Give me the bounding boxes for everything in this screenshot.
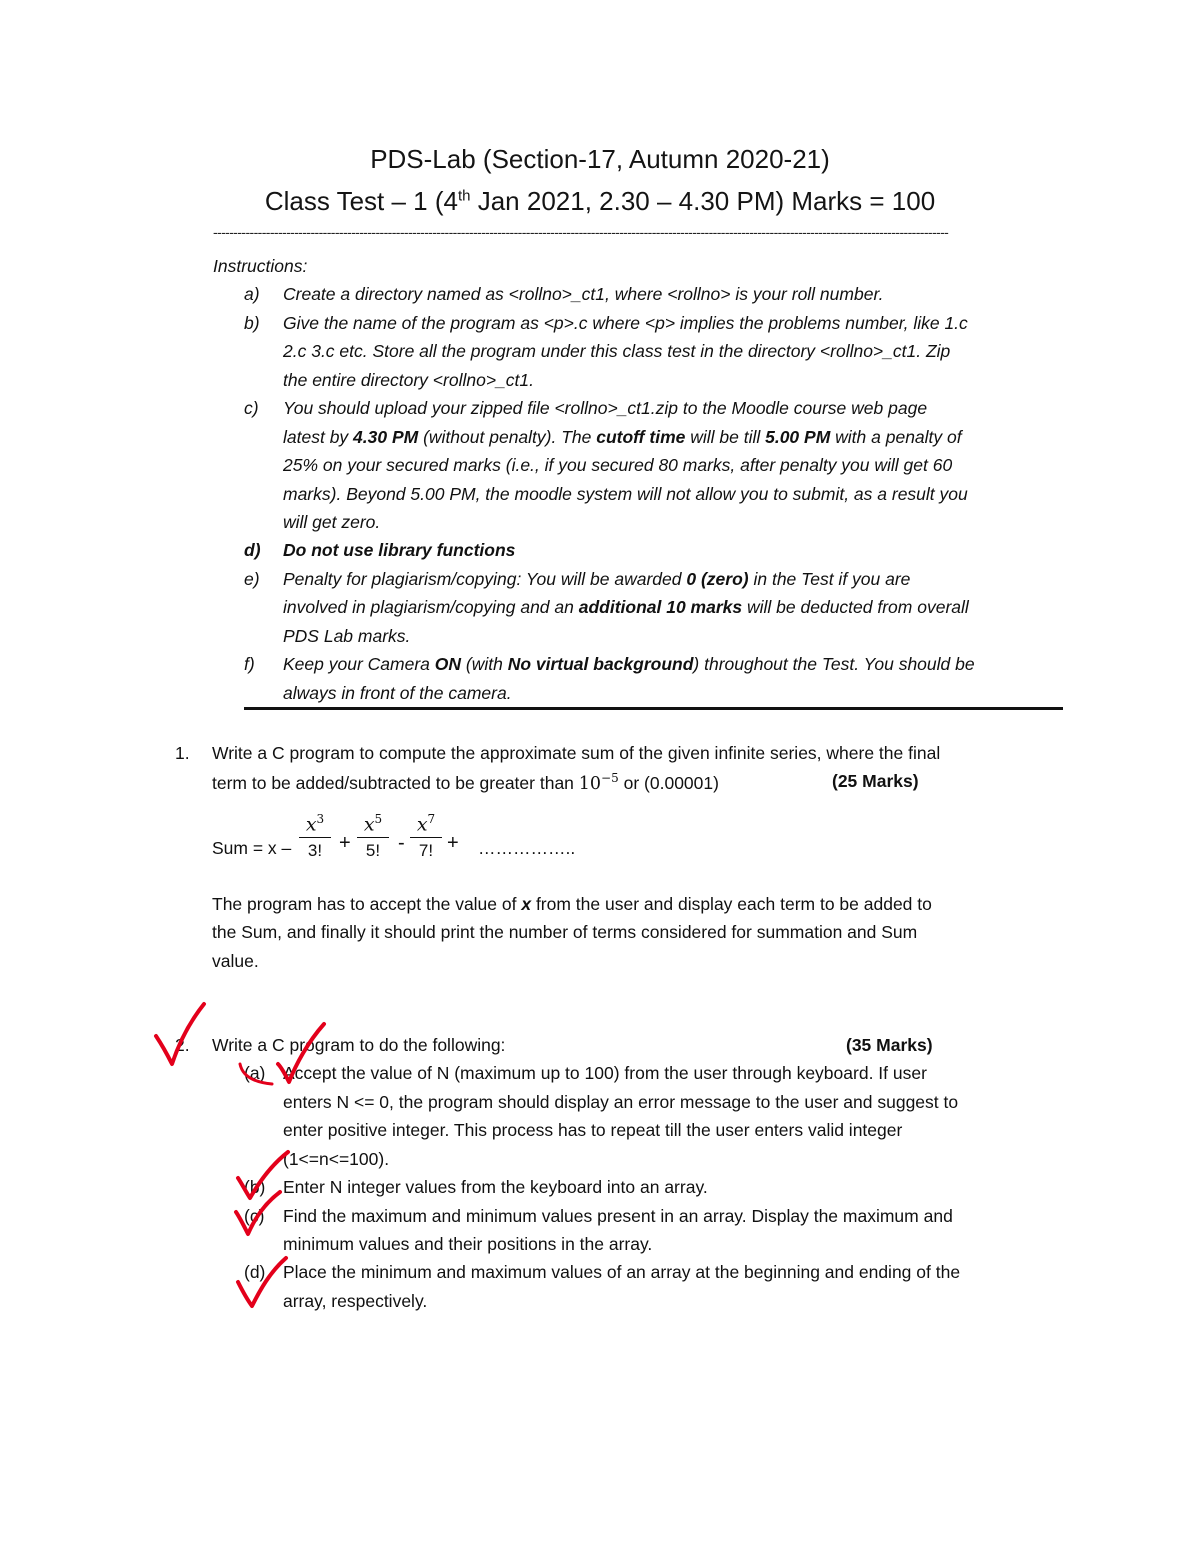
bold-run: ON — [434, 654, 461, 674]
math-exponent: 3 — [316, 812, 325, 826]
instruction-b-line3: the entire directory <rollno>_ct1. — [283, 370, 534, 390]
instruction-b-line1: Give the name of the program as <p>.c where <p> implies the problems number, like 1.c — [283, 313, 968, 333]
math-base: x — [305, 813, 317, 836]
instructions-heading: Instructions: — [213, 256, 308, 276]
fraction-numerator — [299, 812, 331, 835]
fraction-numerator — [357, 812, 389, 835]
question-1-desc-line2: the Sum, and finally it should print the number of terms considered for summation and Sum — [212, 922, 918, 942]
text-run: will be deducted from overall — [742, 597, 969, 617]
math-base: x — [416, 813, 428, 836]
instruction-d: Do not use library functions — [283, 540, 516, 560]
math-exponent: −5 — [601, 771, 619, 785]
instruction-c-line2 — [283, 427, 962, 448]
question-1-desc-line1 — [212, 894, 932, 915]
question-1-line2 — [212, 771, 719, 794]
instruction-c-line1: You should upload your zipped file <rollno>_ct1.zip to the Moodle course web page — [283, 398, 928, 418]
fraction-numerator — [410, 812, 442, 835]
section-rule — [244, 707, 1063, 710]
check-mark-icon — [272, 1020, 328, 1088]
text-run: will be till — [685, 427, 766, 447]
fraction-denominator: 3! — [307, 841, 323, 861]
bold-run: No virtual background — [507, 654, 694, 674]
subpart-a-line1: Accept the value of N (maximum up to 100) from the user through keyboard. If user — [283, 1063, 927, 1083]
fraction-bar — [357, 837, 389, 838]
minus-operator: - — [398, 832, 405, 854]
instruction-label-e: e) — [244, 569, 260, 589]
check-mark-icon — [232, 1188, 286, 1238]
subpart-c-line2: minimum values and their positions in the array. — [283, 1234, 653, 1254]
math-power — [578, 771, 619, 794]
subpart-a-line3: enter positive integer. This process has to repeat till the user enters valid integer — [283, 1120, 903, 1140]
fraction-x3 — [299, 812, 331, 861]
text-run: (with — [461, 654, 508, 674]
fraction-x7 — [410, 812, 442, 861]
plus-operator: + — [339, 832, 351, 854]
instruction-f-line2: always in front of the camera. — [283, 683, 512, 703]
instruction-label-d: d) — [244, 540, 261, 560]
subtitle-part: Class Test – 1 (4 — [264, 186, 458, 216]
subpart-a-line2: enters N <= 0, the program should display an error message to the user and suggest to — [283, 1092, 959, 1112]
bold-variable: x — [521, 894, 532, 914]
check-mark-icon — [150, 1000, 210, 1072]
subpart-label-a: (a) — [244, 1063, 266, 1083]
document-title: PDS-Lab (Section-17, Autumn 2020-21) — [370, 144, 830, 174]
question-1-number: 1. — [175, 743, 190, 763]
math-base: 10 — [578, 773, 602, 794]
instruction-e-line3: PDS Lab marks. — [283, 626, 411, 646]
text-run: or (0.00001) — [618, 772, 719, 793]
fraction-x5 — [357, 812, 389, 861]
instruction-b-line2: 2.c 3.c etc. Store all the program under this class test in the directory <rollno>_ct1. Zip — [283, 341, 951, 361]
instruction-c-line4: marks). Beyond 5.00 PM, the moodle system will not allow you to submit, as a result you — [283, 484, 968, 504]
question-2-marks: (35 Marks) — [846, 1035, 933, 1055]
bold-run: cutoff time — [596, 427, 686, 447]
instruction-label-c: c) — [244, 398, 259, 418]
text-run: term to be added/subtracted to be greater than — [212, 772, 579, 793]
fraction-denominator: 7! — [418, 841, 434, 861]
subpart-d-line2: array, respectively. — [283, 1291, 428, 1311]
instruction-c-line5: will get zero. — [283, 512, 381, 532]
text-run: latest by — [283, 427, 354, 447]
math-base: x — [363, 813, 375, 836]
text-run: The program has to accept the value of — [212, 894, 522, 914]
subpart-label-b: (b) — [244, 1177, 266, 1197]
instruction-f-line1 — [283, 654, 975, 675]
bold-run: 4.30 PM — [353, 427, 419, 447]
text-run: from the user and display each term to be added to — [531, 894, 932, 914]
question-1-line1: Write a C program to compute the approximate sum of the given infinite series, where the final — [212, 743, 941, 763]
bold-run: 0 (zero) — [686, 569, 749, 589]
fraction-bar — [299, 837, 331, 838]
bold-run: additional 10 marks — [578, 597, 743, 617]
subpart-label-d: (d) — [244, 1262, 266, 1282]
fraction-denominator: 5! — [365, 841, 381, 861]
text-run: ) throughout the Test. You should be — [693, 654, 975, 674]
instruction-e-line2 — [283, 597, 969, 618]
math-exponent: 7 — [427, 812, 436, 826]
math-exponent: 5 — [374, 812, 383, 826]
question-1-marks: (25 Marks) — [832, 771, 919, 791]
instruction-e-line1 — [283, 569, 910, 590]
instruction-a: Create a directory named as <rollno>_ct1, where <rollno> is your roll number. — [283, 284, 884, 304]
question-1-desc-line3: value. — [212, 951, 259, 971]
check-mark-icon — [236, 1060, 276, 1090]
text-run: (without penalty). The — [418, 427, 597, 447]
fraction-bar — [410, 837, 442, 838]
subpart-a-line4: (1<=n<=100). — [283, 1149, 390, 1169]
subpart-c-line1: Find the maximum and minimum values present in an array. Display the maximum and — [283, 1206, 953, 1226]
subpart-label-c: (c) — [244, 1206, 265, 1226]
subpart-b-line1: Enter N integer values from the keyboard into an array. — [283, 1177, 708, 1197]
sum-label: Sum = x – — [212, 838, 292, 858]
bold-run: 5.00 PM — [765, 427, 831, 447]
subpart-d-line1: Place the minimum and maximum values of an array at the beginning and ending of the — [283, 1262, 961, 1282]
instruction-c-line3: 25% on your secured marks (i.e., if you secured 80 marks, after penalty you will get 60 — [283, 455, 953, 475]
question-2-number: 2. — [175, 1035, 190, 1055]
subtitle-sup: th — [457, 187, 471, 205]
question-2-line1: Write a C program to do the following: — [212, 1035, 506, 1055]
instruction-label-a: a) — [244, 284, 260, 304]
dashed-divider: ------------------------------------------------------------------------------------------------------------------------------------------------------------------------------------- — [213, 224, 949, 240]
document-subtitle — [0, 186, 1200, 217]
text-run: involved in plagiarism/copying and an — [283, 597, 579, 617]
check-mark-icon — [232, 1252, 292, 1312]
text-run: Penalty for plagiarism/copying: You will be awarded — [283, 569, 687, 589]
instruction-label-f: f) — [244, 654, 255, 674]
plus-operator: + — [447, 832, 459, 854]
text-run: with a penalty of — [830, 427, 962, 447]
subtitle-part: Jan 2021, 2.30 – 4.30 PM) Marks = 100 — [470, 186, 936, 216]
text-run: in the Test if you are — [748, 569, 911, 589]
instruction-label-b: b) — [244, 313, 260, 333]
text-run: Keep your Camera — [283, 654, 435, 674]
continuation-dots: …………….. — [478, 838, 576, 858]
